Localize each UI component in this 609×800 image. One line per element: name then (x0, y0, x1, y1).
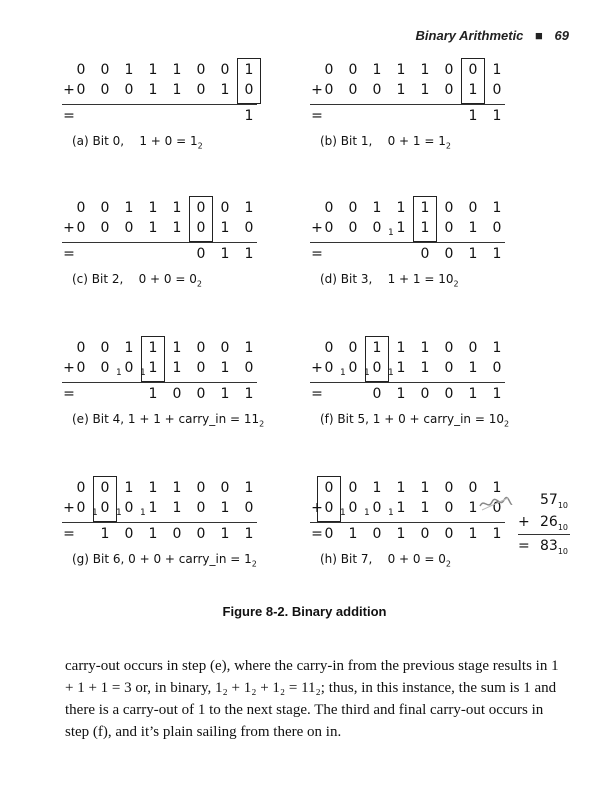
figure-caption: Figure 8-2. Binary addition (222, 604, 387, 619)
bit-digit: 0 (196, 82, 206, 98)
bit-digit: 1 (244, 340, 254, 356)
operator: + (311, 220, 323, 236)
bit-digit: 1 (220, 360, 230, 376)
addition-panel-g (63, 480, 272, 585)
addition-panel-f (311, 340, 520, 445)
bit-digit: 1 (372, 480, 382, 496)
operand-a-row (320, 62, 520, 82)
bit-digit: 0 (324, 200, 334, 216)
bit-digit: 1 (148, 220, 158, 236)
panel-caption (72, 272, 202, 288)
bit-digit: 0 (444, 360, 454, 376)
bit-digit: 1 (172, 200, 182, 216)
operator: = (311, 108, 323, 124)
addition-panel-b (311, 62, 520, 167)
bit-digit: 1 (396, 500, 406, 516)
decimal-sum: $83_{10}$ (540, 538, 569, 556)
bit-digit: 1 (492, 526, 502, 542)
bit-digit: 0 (220, 480, 230, 496)
bit-digit: 1 (124, 200, 134, 216)
caption-base: 2 (445, 141, 451, 151)
bit-digit: 1 (148, 82, 158, 98)
bit-digit: 0 (124, 82, 134, 98)
bit-digit: 0 (348, 360, 358, 376)
bit-digit: 0 (444, 386, 454, 402)
bit-digit: 1 (492, 246, 502, 262)
carry-digit: 1 (364, 368, 370, 378)
bit-digit: 0 (196, 246, 206, 262)
sum-rule (310, 242, 505, 243)
result-row (63, 108, 272, 128)
result-row (311, 246, 520, 266)
sum-rule (62, 104, 257, 105)
result-row (63, 526, 272, 546)
operand-a-row (72, 480, 272, 500)
bit-digit: 0 (468, 340, 478, 356)
panel-caption (320, 412, 509, 428)
bit-digit: 1 (396, 220, 406, 236)
bit-digit: 0 (324, 480, 334, 496)
bit-digit: 0 (324, 62, 334, 78)
bit-digit: 0 (468, 200, 478, 216)
caption-equation: 0 + 0 = 0 (387, 552, 446, 566)
bit-digit: 1 (172, 82, 182, 98)
carry-digit: 1 (388, 368, 394, 378)
bit-digit: 1 (396, 480, 406, 496)
caption-equation: 0 + 0 = 0 (138, 272, 197, 286)
bit-digit: 0 (100, 480, 110, 496)
bit-digit: 1 (148, 386, 158, 402)
bit-digit: 0 (76, 500, 86, 516)
bit-digit: 0 (196, 220, 206, 236)
addition-panel-d (311, 200, 520, 305)
caption-label: (g) Bit 6, 0 + 0 + carry_in = 1 (72, 552, 252, 566)
bit-digit: 1 (148, 480, 158, 496)
bit-digit: 1 (420, 62, 430, 78)
bit-digit: 0 (76, 82, 86, 98)
bit-digit: 1 (172, 500, 182, 516)
bit-digit: 1 (468, 386, 478, 402)
bit-digit: 1 (468, 360, 478, 376)
bit-digit: 0 (76, 360, 86, 376)
caption-base: 2 (445, 559, 451, 569)
bit-digit: 1 (148, 62, 158, 78)
bit-digit: 0 (76, 480, 86, 496)
panel-caption (320, 552, 451, 568)
bit-digit: 0 (324, 360, 334, 376)
bit-digit: 0 (100, 500, 110, 516)
bit-digit: 0 (444, 246, 454, 262)
bit-digit: 0 (76, 200, 86, 216)
bit-digit: 0 (196, 62, 206, 78)
bit-digit: 1 (492, 200, 502, 216)
header-separator: ■ (535, 28, 543, 43)
bit-digit: 0 (196, 480, 206, 496)
result-row (311, 108, 520, 128)
bit-digit: 0 (100, 82, 110, 98)
result-row (63, 246, 272, 266)
operand-b-row (63, 220, 272, 240)
carry-digit: 1 (140, 508, 146, 518)
bit-digit: 1 (244, 480, 254, 496)
bit-digit: 0 (76, 220, 86, 236)
carry-digit: 1 (140, 368, 146, 378)
operator: + (63, 220, 75, 236)
bit-digit: 1 (220, 386, 230, 402)
addition-panel-e (63, 340, 272, 445)
operand-a-row (320, 340, 520, 360)
caption-equation: 1 + 0 = 1 (139, 134, 198, 148)
bit-digit: 1 (420, 480, 430, 496)
bit-digit: 0 (76, 62, 86, 78)
panel-caption (72, 412, 264, 428)
operand-a-row (72, 200, 272, 220)
caption-label: (e) Bit 4, 1 + 1 + carry_in = 11 (72, 412, 260, 426)
bit-digit: 0 (492, 500, 502, 516)
caption-base: 2 (453, 279, 459, 289)
bit-digit: 1 (492, 340, 502, 356)
bit-digit: 0 (348, 500, 358, 516)
bit-digit: 1 (148, 200, 158, 216)
bit-digit: 1 (492, 108, 502, 124)
decimal-rule (518, 534, 570, 535)
bit-digit: 0 (76, 340, 86, 356)
bit-digit: 1 (172, 220, 182, 236)
result-row (63, 386, 272, 406)
bit-digit: 1 (396, 340, 406, 356)
bit-digit: 1 (220, 526, 230, 542)
caption-base: 2 (196, 279, 202, 289)
sum-rule (62, 522, 257, 523)
operand-b-row (63, 82, 272, 102)
bit-digit: 0 (196, 360, 206, 376)
carry-digit: 1 (116, 368, 122, 378)
bit-digit: 1 (396, 526, 406, 542)
bit-digit: 1 (244, 200, 254, 216)
bit-digit: 0 (124, 526, 134, 542)
operator: + (63, 500, 75, 516)
bit-digit: 1 (172, 62, 182, 78)
bit-digit: 0 (468, 480, 478, 496)
bit-digit: 1 (396, 360, 406, 376)
bit-digit: 0 (124, 360, 134, 376)
operand-b-row (63, 500, 272, 520)
bit-digit: 1 (468, 82, 478, 98)
bit-digit: 1 (420, 360, 430, 376)
bit-digit: 1 (244, 62, 254, 78)
operand-b-row (63, 360, 272, 380)
bit-digit: 1 (492, 480, 502, 496)
bit-digit: 1 (148, 340, 158, 356)
decimal-equals: = (518, 538, 530, 554)
bit-digit: 1 (468, 108, 478, 124)
bit-digit: 1 (220, 246, 230, 262)
carry-digit: 1 (388, 228, 394, 238)
bit-digit: 0 (372, 82, 382, 98)
bit-digit: 0 (420, 386, 430, 402)
bit-digit: 1 (124, 480, 134, 496)
caption-base: 2 (259, 419, 265, 429)
bit-digit: 1 (124, 340, 134, 356)
bit-digit: 1 (468, 500, 478, 516)
bit-digit: 1 (148, 526, 158, 542)
bit-digit: 0 (420, 526, 430, 542)
bit-digit: 0 (324, 340, 334, 356)
operator: = (311, 386, 323, 402)
bit-digit: 0 (348, 220, 358, 236)
bit-digit: 1 (372, 62, 382, 78)
addition-panel-a (63, 62, 272, 167)
caption-base: 2 (197, 141, 203, 151)
bit-digit: 0 (196, 500, 206, 516)
bit-digit: 0 (492, 82, 502, 98)
operator: = (63, 246, 75, 262)
bit-digit: 1 (420, 220, 430, 236)
bit-digit: 0 (324, 220, 334, 236)
bit-digit: 0 (444, 340, 454, 356)
operand-a-row (72, 340, 272, 360)
carry-digit: 1 (364, 508, 370, 518)
bit-digit: 0 (492, 220, 502, 236)
bit-digit: 0 (420, 246, 430, 262)
bit-digit: 0 (100, 62, 110, 78)
bit-digit: 1 (420, 200, 430, 216)
operator: + (311, 360, 323, 376)
bit-digit: 0 (444, 220, 454, 236)
caption-base: 2 (504, 419, 510, 429)
bit-digit: 1 (244, 108, 254, 124)
bit-digit: 1 (396, 62, 406, 78)
bit-digit: 0 (324, 526, 334, 542)
bit-digit: 0 (324, 82, 334, 98)
bit-digit: 0 (372, 500, 382, 516)
bit-digit: 1 (396, 386, 406, 402)
bit-digit: 0 (100, 200, 110, 216)
bit-digit: 1 (396, 82, 406, 98)
bit-digit: 1 (148, 500, 158, 516)
bit-digit: 1 (468, 526, 478, 542)
operator: + (63, 360, 75, 376)
bit-digit: 0 (444, 82, 454, 98)
caption-label: (h) Bit 7, (320, 552, 373, 566)
bit-digit: 0 (372, 220, 382, 236)
bit-digit: 1 (172, 360, 182, 376)
bit-digit: 0 (468, 62, 478, 78)
bit-digit: 1 (244, 526, 254, 542)
carry-digit: 1 (92, 508, 98, 518)
bit-digit: 0 (348, 480, 358, 496)
bit-digit: 0 (100, 360, 110, 376)
operand-b-row (311, 82, 520, 102)
result-row (311, 386, 520, 406)
bit-digit: 0 (244, 220, 254, 236)
bit-digit: 1 (492, 62, 502, 78)
bit-digit: 1 (100, 526, 110, 542)
bit-digit: 0 (124, 500, 134, 516)
bit-digit: 0 (244, 500, 254, 516)
bit-digit: 0 (196, 526, 206, 542)
bit-digit: 0 (372, 386, 382, 402)
sum-rule (310, 522, 505, 523)
caption-label: (d) Bit 3, (320, 272, 373, 286)
bit-digit: 1 (420, 82, 430, 98)
bit-digit: 0 (444, 62, 454, 78)
page-number: 69 (554, 28, 569, 43)
bit-digit: 0 (348, 82, 358, 98)
operator: + (63, 82, 75, 98)
operator: = (311, 246, 323, 262)
addition-panel-c (63, 200, 272, 305)
bit-digit: 0 (324, 500, 334, 516)
scribble-mark (478, 494, 514, 514)
bit-digit: 0 (124, 220, 134, 236)
bit-digit: 0 (348, 200, 358, 216)
operand-b-row (311, 220, 520, 240)
decimal-a: $57_{10}$ (540, 492, 569, 510)
operator: = (63, 386, 75, 402)
operator: = (311, 526, 323, 542)
page-header (416, 28, 569, 43)
bit-digit: 0 (172, 386, 182, 402)
bit-digit: 0 (444, 480, 454, 496)
bit-digit: 0 (100, 340, 110, 356)
bit-digit: 1 (372, 340, 382, 356)
bit-digit: 1 (172, 340, 182, 356)
bit-digit: 0 (220, 62, 230, 78)
carry-digit: 1 (340, 508, 346, 518)
bit-digit: 0 (196, 200, 206, 216)
bit-digit: 0 (196, 340, 206, 356)
bit-digit: 0 (444, 500, 454, 516)
bit-digit: 0 (244, 360, 254, 376)
bit-digit: 0 (348, 340, 358, 356)
bit-digit: 1 (220, 500, 230, 516)
panel-caption (72, 134, 203, 150)
bit-digit: 1 (468, 220, 478, 236)
bit-digit: 1 (148, 360, 158, 376)
bit-digit: 0 (372, 360, 382, 376)
bit-digit: 0 (220, 200, 230, 216)
bit-digit: 0 (444, 526, 454, 542)
bit-digit: 0 (220, 340, 230, 356)
result-row (311, 526, 520, 546)
bit-digit: 1 (124, 62, 134, 78)
body-paragraph: carry-out occurs in step (e), where the carry-in from the previous stage results in 1 + 1 + 1 = 3 or, in binary, 1₂ + 1₂ + 1₂ = 11₂; thus, in this instance, the sum is 1 and there is a carry-out of 1 to the next stage. The third and final carry-out occurs in step (f), and it’s plain sailing from there on in. (65, 658, 559, 740)
bit-digit: 0 (100, 220, 110, 236)
decimal-b: $26_{10}$ (540, 514, 569, 532)
bit-digit: 0 (492, 360, 502, 376)
bit-digit: 1 (468, 246, 478, 262)
operand-a-row (72, 62, 272, 82)
bit-digit: 0 (172, 526, 182, 542)
operator: + (311, 82, 323, 98)
bit-digit: 0 (244, 82, 254, 98)
panel-caption (320, 134, 451, 150)
bit-digit: 1 (492, 386, 502, 402)
carry-digit: 1 (388, 508, 394, 518)
bit-digit: 0 (196, 386, 206, 402)
panel-caption (72, 552, 257, 568)
sum-rule (310, 382, 505, 383)
sum-rule (62, 382, 257, 383)
bit-digit: 1 (244, 386, 254, 402)
bit-digit: 1 (172, 480, 182, 496)
bit-digit: 1 (220, 220, 230, 236)
panel-caption (320, 272, 459, 288)
chapter-title: Binary Arithmetic (415, 28, 524, 43)
bit-digit: 1 (396, 200, 406, 216)
caption-label: (f) Bit 5, 1 + 0 + carry_in = 10 (320, 412, 504, 426)
operator: + (311, 500, 323, 516)
bit-digit: 1 (244, 246, 254, 262)
caption-equation: 0 + 1 = 1 (387, 134, 446, 148)
caption-label: (b) Bit 1, (320, 134, 373, 148)
bit-digit: 1 (348, 526, 358, 542)
operand-b-row (311, 360, 520, 380)
carry-digit: 1 (340, 368, 346, 378)
caption-label: (c) Bit 2, (72, 272, 124, 286)
bit-digit: 1 (420, 340, 430, 356)
operator: = (63, 108, 75, 124)
caption-equation: 1 + 1 = 10 (387, 272, 454, 286)
operand-a-row (320, 200, 520, 220)
caption-label: (a) Bit 0, (72, 134, 125, 148)
bit-digit: 0 (348, 62, 358, 78)
bit-digit: 0 (444, 200, 454, 216)
bit-digit: 1 (372, 200, 382, 216)
operator: = (63, 526, 75, 542)
carry-digit: 1 (116, 508, 122, 518)
decimal-plus: + (518, 514, 530, 530)
bit-digit: 1 (220, 82, 230, 98)
caption-base: 2 (251, 559, 257, 569)
sum-rule (310, 104, 505, 105)
bit-digit: 1 (420, 500, 430, 516)
sum-rule (62, 242, 257, 243)
bit-digit: 0 (372, 526, 382, 542)
